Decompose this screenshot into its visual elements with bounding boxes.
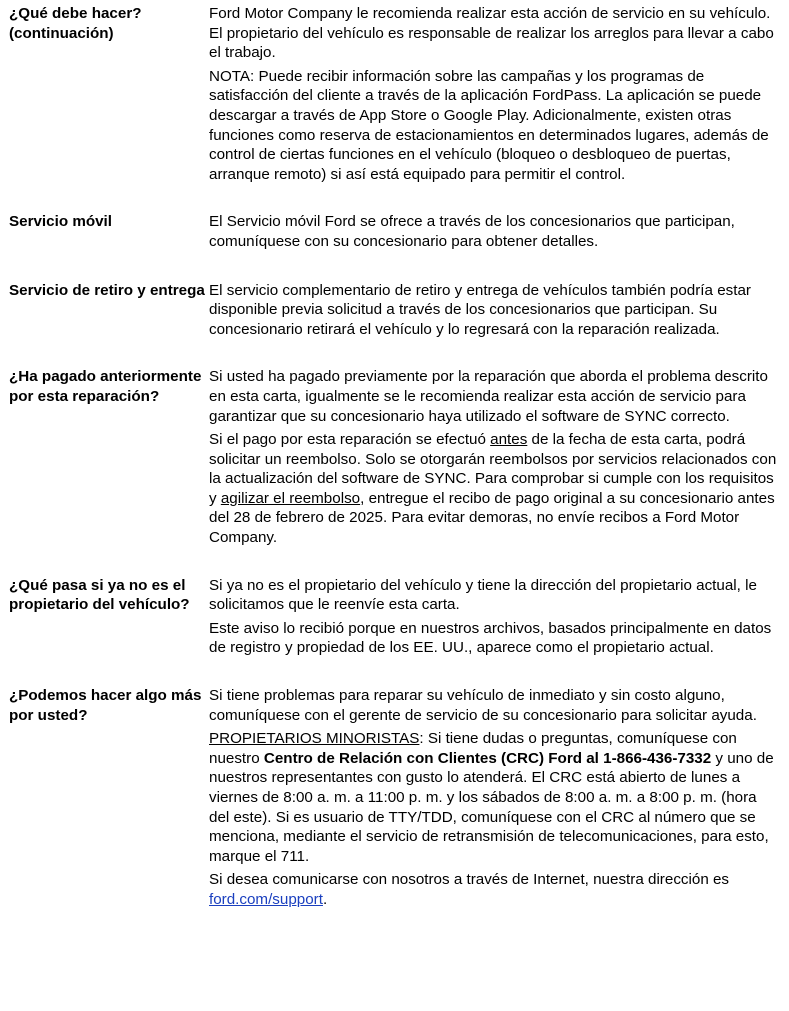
retail-owners-heading: PROPIETARIOS MINORISTAS <box>209 730 420 748</box>
section-label: ¿Ha pagado anteriormente por esta reparación? <box>9 368 202 405</box>
section-what-to-do <box>9 4 784 184</box>
text: y uno de nuestros representantes con gusto lo atenderá. El CRC está abierto de lunes a viernes de 8:00 a. m. a 11:00 p. m. y los sábados de 8:00 a. m. a 8:00 p. m. (hora del este). Si es usuario de TTY/TDD, comuníquese con el CRC al número que se menciona, mediante el servicio de retransmisión de telecomunicaciones, para esto, marque el 711. <box>209 749 774 865</box>
paragraph: Si usted ha pagado previamente por la reparación que aborda el problema descrito en esta carta, igualmente se le recomienda realizar esta acción de servicio para garantizar que su concesionario haya utilizado el software de SYNC correcto. <box>209 368 768 425</box>
paragraph: Si ya no es el propietario del vehículo y tiene la dirección del propietario actual, le solicitamos que le reenvíe esta carta. <box>209 576 757 614</box>
underlined-agilizar: agilizar el reembolso <box>220 489 361 507</box>
paragraph: Este aviso lo recibió porque en nuestros archivos, basados principalmente en datos de registro y propiedad de los EE. UU., aparece como el propietario actual. <box>209 619 772 657</box>
section-content <box>209 686 781 910</box>
paragraph: Ford Motor Company le recomienda realizar esta acción de servicio en su vehículo. El propietario del vehículo es responsable de realizar los arreglos para llevar a cabo el trabajo. <box>209 5 774 62</box>
section-content <box>209 212 781 251</box>
section-label: ¿Qué debe hacer? (continuación) <box>9 5 142 42</box>
section-not-owner <box>9 576 784 658</box>
letter-body <box>9 4 784 910</box>
underlined-antes: antes <box>490 431 528 449</box>
section-content <box>209 4 781 184</box>
section-label: ¿Qué pasa si ya no es el propietario del vehículo? <box>9 576 190 614</box>
paragraph: El Servicio móvil Ford se ofrece a través de los concesionarios que participan, comuníquese con su concesionario para obtener detalles. <box>209 213 735 250</box>
section-content <box>209 576 781 658</box>
section-content <box>209 281 781 340</box>
text: Si desea comunicarse con nosotros a través de Internet, nuestra dirección es <box>209 871 730 889</box>
text: , entregue el recibo de pago original a su concesionario antes del 28 de febrero de 2025. Para evitar demoras, no envíe recibos a Ford Motor Company. <box>209 489 775 547</box>
section-pickup-delivery <box>9 281 784 340</box>
ford-support-link[interactable]: ford.com/support <box>209 890 323 908</box>
text: de la fecha de esta carta, podrá solicitar un reembolso. Solo se otorgarán reembolsos por servicios relacionados con la actualización del software de SYNC. Para comprobar si cumple con los requisitos y <box>209 431 777 507</box>
section-prior-payment <box>9 367 784 547</box>
paragraph: Si tiene problemas para reparar su vehículo de inmediato y sin costo alguno, comuníquese con el gerente de servicio de su concesionario para solicitar ayuda. <box>209 687 757 724</box>
text: : Si tiene dudas o preguntas, comuníquese con nuestro <box>209 730 737 767</box>
crc-phone: Centro de Relación con Clientes (CRC) Ford al 1-866-436-7332 <box>263 749 712 767</box>
refund-paragraph <box>209 430 781 548</box>
section-content <box>209 367 781 547</box>
text: Si el pago por esta reparación se efectuó <box>209 431 491 449</box>
section-label: Servicio móvil <box>9 213 112 231</box>
section-more-help <box>9 686 784 910</box>
section-mobile-service <box>9 212 784 251</box>
note-paragraph: NOTA: Puede recibir información sobre las campañas y los programas de satisfacción del cliente a través de la aplicación FordPass. La aplicación se puede descargar a través de App Store o Google Play. Adicionalmente, existen otras funciones como reserva de estacionamientos en determinados lugares, además de control de ciertas funciones en el vehículo (bloqueo o desbloqueo de puertas, arranque remoto) si así está equipado para permitir el control. <box>209 67 769 183</box>
text: . <box>322 890 328 908</box>
paragraph: El servicio complementario de retiro y entrega de vehículos también podría estar disponible previa solicitud a través de los concesionarios que participan. Su concesionario retirará el vehículo y lo regresará con la reparación realizada. <box>209 281 751 338</box>
section-label: Servicio de retiro y entrega <box>9 281 205 299</box>
section-label: ¿Podemos hacer algo más por usted? <box>9 687 202 724</box>
internet-paragraph <box>209 870 781 909</box>
retail-owners-paragraph <box>209 729 781 866</box>
